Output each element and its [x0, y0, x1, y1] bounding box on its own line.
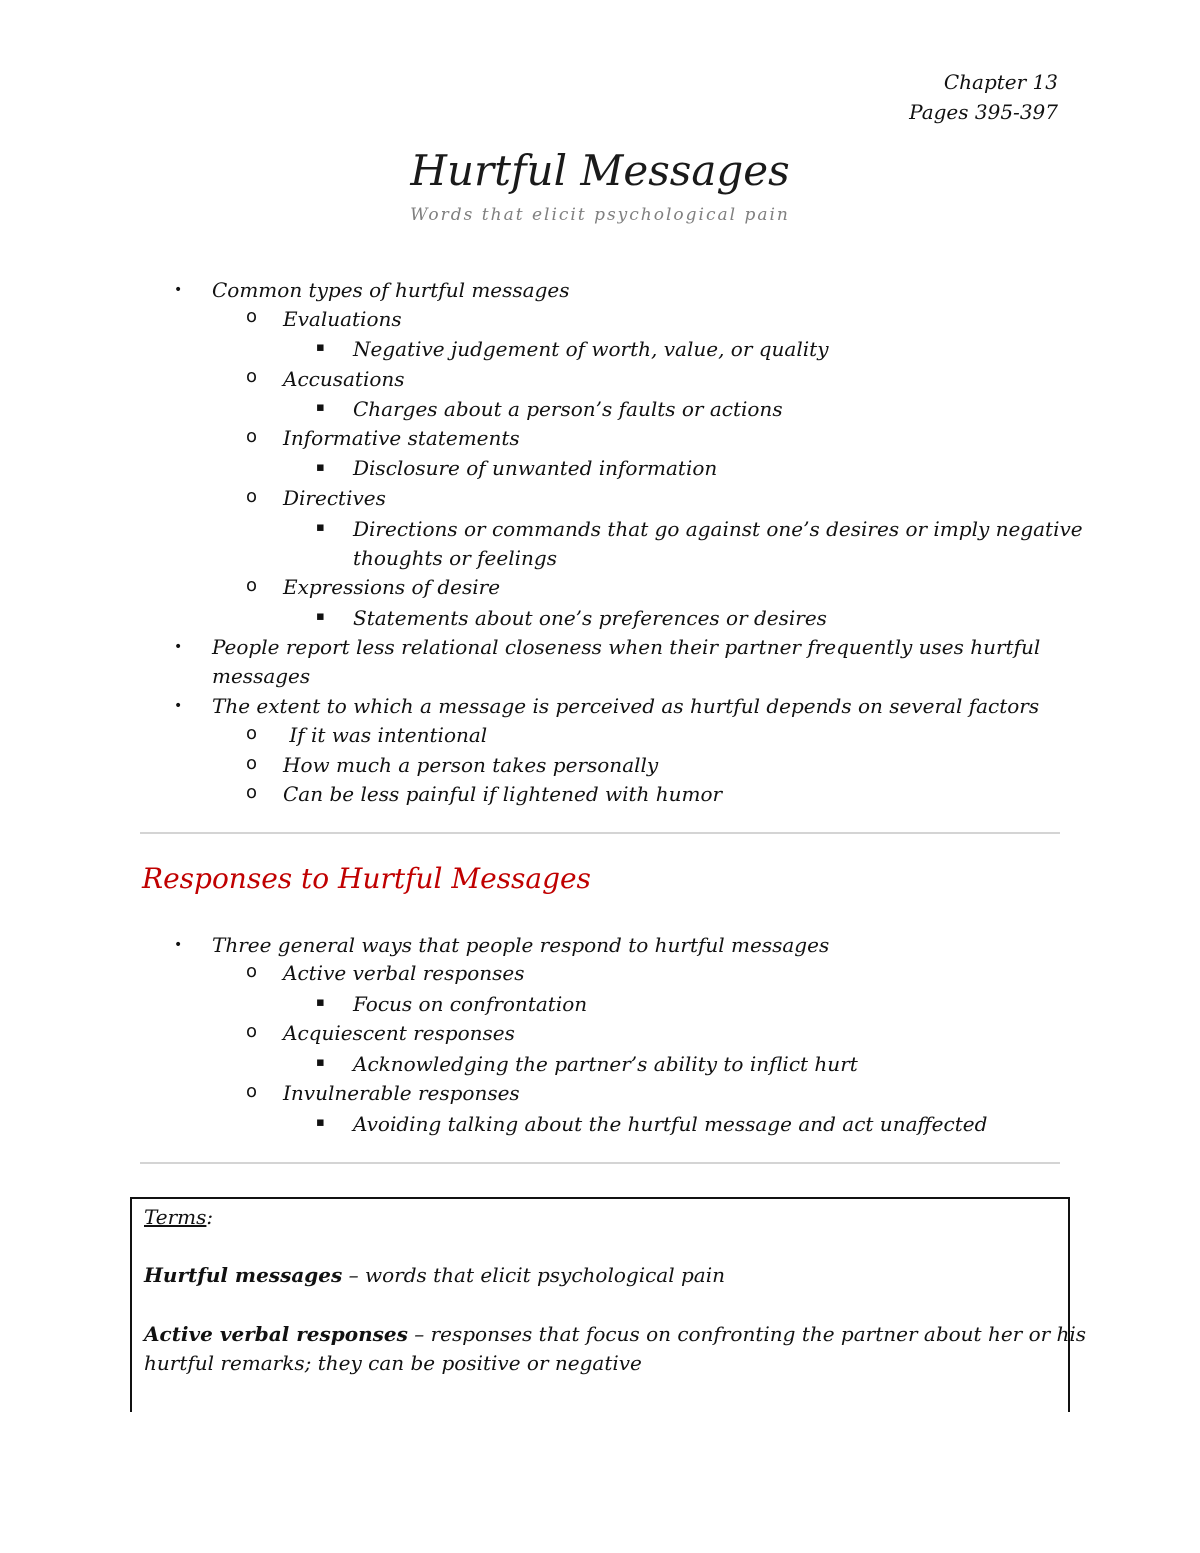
- bullet-marker: •: [174, 282, 183, 298]
- list-item: Acknowledging the partner’s ability to inflict hurt: [353, 1052, 858, 1076]
- list-item: Directions or commands that go against one’s desires or imply negative: [353, 517, 1083, 541]
- bullet-marker: •: [174, 937, 183, 953]
- page-title: Hurtful Messages: [410, 146, 790, 195]
- list-item: Disclosure of unwanted information: [353, 456, 718, 480]
- list-item: Informative statements: [283, 426, 520, 450]
- circle-marker: o: [246, 723, 258, 744]
- bullet-marker: •: [174, 698, 183, 714]
- circle-marker: o: [246, 961, 258, 982]
- term-definition: – words that elicit psychological pain: [342, 1263, 725, 1287]
- list-item: Directives: [283, 486, 386, 510]
- circle-marker: o: [246, 486, 258, 507]
- section-divider: [140, 1162, 1060, 1164]
- term-definition-continuation: hurtful remarks; they can be positive or negative: [144, 1351, 642, 1375]
- term-entry: [144, 1261, 725, 1289]
- list-item: Avoiding talking about the hurtful message and act unaffected: [353, 1112, 988, 1136]
- terms-box: [130, 1197, 1087, 1412]
- list-item: Invulnerable responses: [283, 1081, 520, 1105]
- list-item: The extent to which a message is perceived as hurtful depends on several factors: [212, 694, 1040, 718]
- terms-header: [144, 1203, 213, 1231]
- list-item: Focus on confrontation: [353, 992, 588, 1016]
- square-marker: ▪: [316, 995, 325, 1010]
- term-name: Active verbal responses: [144, 1322, 408, 1346]
- circle-marker: o: [246, 782, 258, 803]
- list-item-continuation: thoughts or feelings: [353, 546, 557, 570]
- section-heading: Responses to Hurtful Messages: [142, 862, 591, 895]
- square-marker: ▪: [316, 520, 325, 535]
- list-item: Expressions of desire: [283, 575, 501, 599]
- square-marker: ▪: [316, 1055, 325, 1070]
- page-subtitle: Words that elicit psychological pain: [410, 205, 790, 225]
- terms-colon: :: [206, 1205, 214, 1229]
- square-marker: ▪: [316, 1115, 325, 1130]
- list-item: Active verbal responses: [283, 961, 525, 985]
- pages-label: Pages 395-397: [909, 100, 1058, 124]
- list-item: Acquiescent responses: [283, 1021, 515, 1045]
- list-item: Three general ways that people respond to hurtful messages: [212, 933, 830, 957]
- list-item: Accusations: [283, 367, 405, 391]
- term-name: Hurtful messages: [144, 1263, 343, 1287]
- square-marker: ▪: [316, 609, 325, 624]
- chapter-label: Chapter 13: [943, 70, 1058, 94]
- term-definition: – responses that focus on confronting the partner about her or his: [407, 1322, 1087, 1346]
- list-item: Statements about one’s preferences or desires: [353, 606, 827, 630]
- list-item: Negative judgement of worth, value, or quality: [353, 337, 829, 361]
- square-marker: ▪: [316, 400, 325, 415]
- square-marker: ▪: [316, 340, 325, 355]
- bullet-marker: •: [174, 639, 183, 655]
- list-item: If it was intentional: [283, 723, 488, 747]
- list-item: Evaluations: [283, 307, 402, 331]
- circle-marker: o: [246, 366, 258, 387]
- circle-marker: o: [246, 306, 258, 327]
- circle-marker: o: [246, 753, 258, 774]
- square-marker: ▪: [316, 460, 325, 475]
- list-item: People report less relational closeness when their partner frequently uses hurtful: [212, 635, 1041, 659]
- list-item-continuation: messages: [212, 664, 311, 688]
- terms-label: Terms: [144, 1205, 207, 1229]
- term-entry: [144, 1320, 1086, 1348]
- list-item: Common types of hurtful messages: [212, 278, 570, 302]
- list-item: Charges about a person’s faults or actions: [353, 397, 783, 421]
- section-divider: [140, 832, 1060, 834]
- circle-marker: o: [246, 426, 258, 447]
- list-item: How much a person takes personally: [283, 753, 659, 777]
- list-item: Can be less painful if lightened with humor: [283, 782, 723, 806]
- circle-marker: o: [246, 1021, 258, 1042]
- circle-marker: o: [246, 575, 258, 596]
- circle-marker: o: [246, 1081, 258, 1102]
